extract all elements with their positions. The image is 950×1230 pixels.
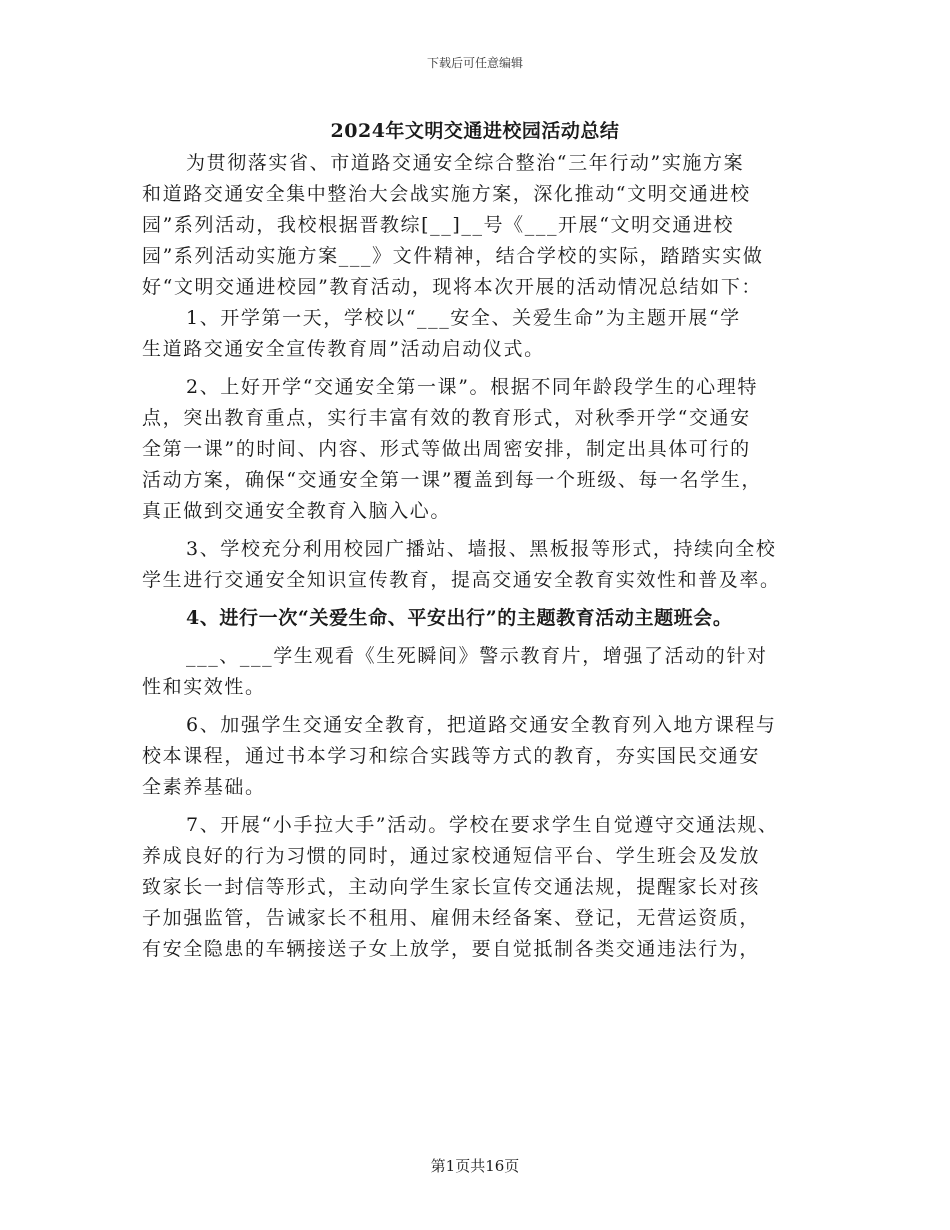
text-line: 点，突出教育重点，实行丰富有效的教育形式，对秋季开学“交通安	[142, 407, 751, 429]
text-line: 全第一课”的时间、内容、形式等做出周密安排，制定出具体可行的	[142, 438, 751, 460]
text-line: 子加强监管，告诫家长不租用、雇佣未经备案、登记，无营运资质，	[142, 907, 761, 929]
text-line: 和道路交通安全集中整治大会战实施方案，深化推动“文明交通进校	[142, 183, 751, 205]
document-title: 2024年文明交通进校园活动总结	[330, 120, 620, 142]
text-line: 校本课程，通过书本学习和综合实践等方式的教育，夯实国民交通安	[142, 745, 761, 767]
text-line: 园”系列活动实施方案___》文件精神，结合学校的实际，踏踏实实做	[142, 245, 764, 267]
text-line: 致家长一封信等形式，主动向学生家长宣传交通法规，提醒家长对孩	[142, 876, 761, 898]
text-line: 7、开展“小手拉大手”活动。学校在要求学生自觉遵守交通法规、	[186, 814, 779, 836]
text-line: 2、上好开学“交通安全第一课”。根据不同年龄段学生的心理特	[186, 376, 758, 398]
page-footer: 第1页共16页	[430, 1157, 520, 1175]
text-line: ___、___学生观看《生死瞬间》警示教育片，增强了活动的针对	[186, 645, 768, 667]
text-line: 学生进行交通安全知识宣传教育，提高交通安全教育实效性和普及率。	[142, 569, 781, 591]
header-note: 下载后可任意编辑	[426, 56, 523, 70]
text-line: 有安全隐患的车辆接送子女上放学，要自觉抵制各类交通违法行为，	[142, 938, 761, 960]
text-line: 好“文明交通进校园”教育活动，现将本次开展的活动情况总结如下：	[142, 276, 763, 298]
text-line: 6、加强学生交通安全教育，把道路交通安全教育列入地方课程与	[186, 714, 777, 736]
text-line: 4、进行一次“关爱生命、平安出行”的主题教育活动主题班会。	[186, 607, 733, 629]
text-line: 1、开学第一天，学校以“___安全、关爱生命”为主题开展“学	[186, 307, 741, 329]
document-body	[142, 148, 832, 965]
text-line: 活动方案，确保“交通安全第一课”覆盖到每一个班级、每一名学生，	[142, 469, 763, 491]
text-line: 园”系列活动，我校根据晋教综[__]__号《___开展“文明交通进校	[142, 214, 735, 236]
text-line: 真正做到交通安全教育入脑入心。	[142, 500, 452, 522]
text-line: 为贯彻落实省、市道路交通安全综合整治“三年行动”实施方案	[186, 152, 745, 174]
text-line: 养成良好的行为习惯的同时，通过家校通短信平台、学生班会及发放	[142, 845, 761, 867]
text-line: 生道路交通安全宣传教育周”活动启动仪式。	[142, 338, 545, 360]
text-line: 3、学校充分利用校园广播站、墙报、黑板报等形式，持续向全校	[186, 538, 777, 560]
text-line: 全素养基础。	[142, 776, 266, 798]
text-line: 性和实效性。	[142, 676, 266, 698]
